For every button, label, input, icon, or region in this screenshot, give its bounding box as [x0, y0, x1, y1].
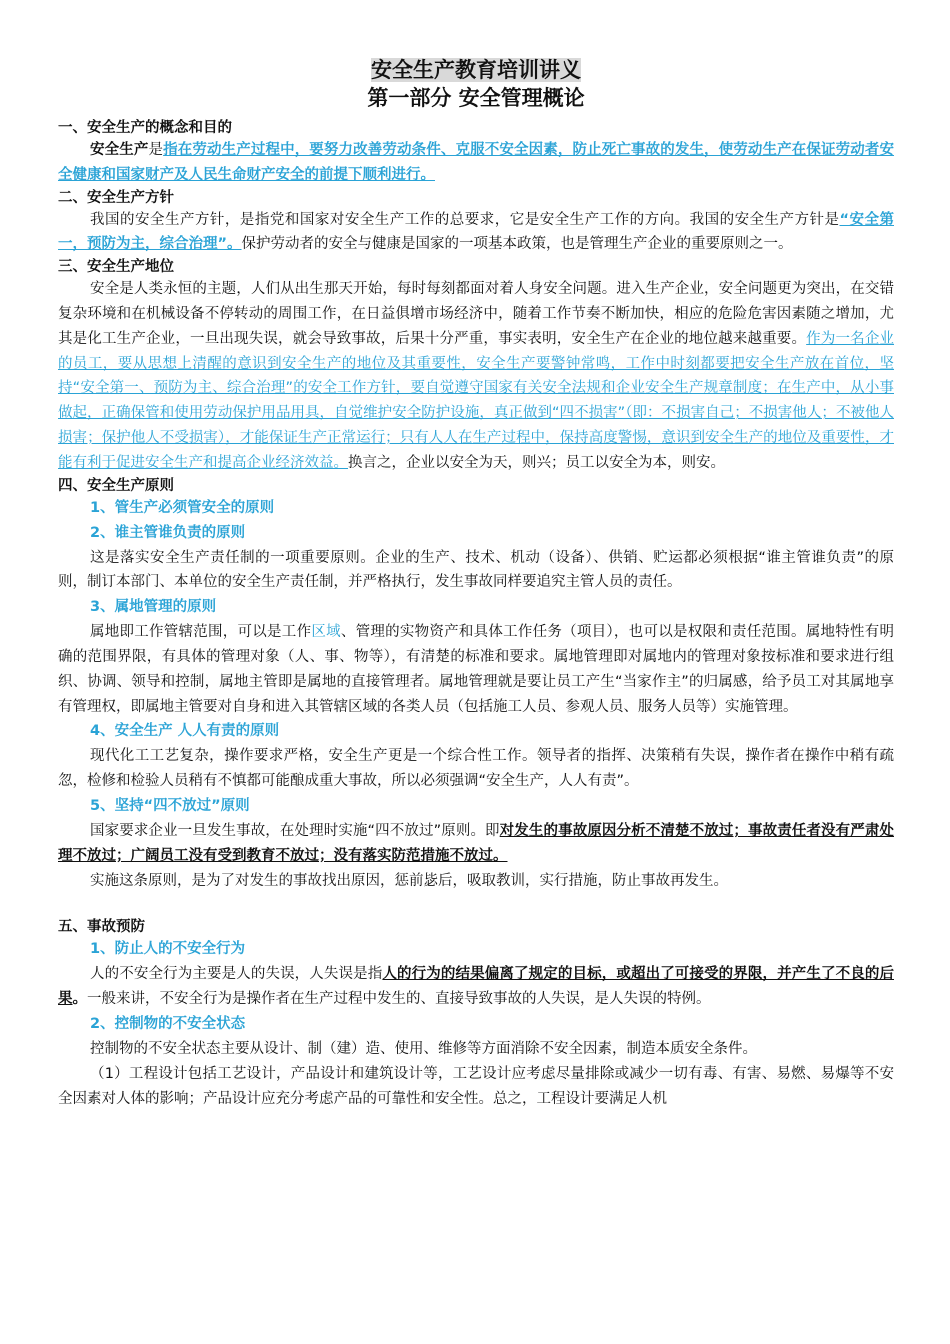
section-4-sub-3: 3、属地管理的原则: [90, 599, 217, 616]
section-4-sub-2: 2、谁主管谁负责的原则: [90, 524, 246, 541]
section-4-heading: 四、安全生产原则: [58, 477, 174, 494]
section-2-paragraph: 我国的安全生产方针，是指党和国家对安全生产工作的总要求，它是安全生产工作的方向。我国的安全生产方针是“安全第一，预防为主，综合治理”。保护劳动者的安全与健康是国家的一项基本政策，也是管理生产企业的重要原则之一。: [58, 211, 894, 253]
section-2-heading: 二、安全生产方针: [58, 189, 174, 206]
section-1-paragraph: 安全生产是指在劳动生产过程中，要努力改善劳动条件、克服不安全因素，防止死亡事故的发生，使劳动生产在保证劳动者安全健康和国家财产及人民生命财产安全的前提下顺利进行。: [58, 142, 895, 183]
section-5-paragraph-3: （1）工程设计包括工艺设计，产品设计和建筑设计等，工艺设计应考虑尽量排除或减少一切有毒、有害、易燃、易爆等不安全因素对人体的影响；产品设计应充分考虑产品的可靠性和安全性。总之，工程设计要满足人机: [58, 1065, 894, 1107]
section-5-heading: 五、事故预防: [58, 919, 145, 936]
section-1-heading: 一、安全生产的概念和目的: [58, 120, 232, 136]
section-5-sub-1: 1、防止人的不安全行为: [90, 941, 246, 958]
section-4-sub-4: 4、安全生产 人人有责的原则: [90, 723, 280, 740]
section-4-sub-1: 1、管生产必须管安全的原则: [90, 499, 275, 516]
document-title: 安全生产教育培训讲义: [371, 58, 581, 82]
section-4-paragraph-3: 属地即工作管辖范围，可以是工作区域、管理的实物资产和具体工作任务（项目），也可以是权限和责任范围。属地特性有明确的范围界限，有具体的管理对象（人、事、物等），有清楚的标准和要求。属地管理即对属地内的管理对象按标准和要求进行组织、协调、领导和控制，属地主管即是属地的直接管理者。属地管理就是要让员工产生“当家作主”的归属感，给予员工对其属地享有管理权，即属地主管要对自身和进入其管辖区域的各类人员（包括施工人员、参观人员、服务人员等）实施管理。: [58, 624, 895, 715]
document-page: [58, 56, 894, 1111]
section-3-heading: 三、安全生产地位: [58, 259, 174, 276]
section-gap: [58, 893, 894, 917]
section-3-paragraph: 安全是人类永恒的主题，人们从出生那天开始，每时每刻都面对着人身安全问题。进入生产企业，安全问题更为突出，在交错复杂环境和在机械设备不停转动的周围工作，在日益俱增市场经济中，随着工作节奏不断加快，相应的危险危害因素随之增加，尤其是化工生产企业，一旦出现失误，就会导致事故，后果十分严重，事实表明，安全生产在企业的地位越来越重要。作为一名企业的员工，要从思想上清醒的意识到安全生产的地位及其重要性，安全生产要警钟常鸣，工作中时刻都要把安全生产放在首位，坚持“安全第一、预防为主、综合治理”的安全工作方针，要自觉遵守国家有关安全法规和企业安全生产规章制度；在生产中，从小事做起，正确保管和使用劳动保护用品用具，自觉维护安全防护设施，真正做到“四不损害”（即：不损害自己；不损害他人；不被他人损害；保护他人不受损害），才能保证生产正常运行；只有人人在生产过程中，保持高度警惕，意识到安全生产的地位及重要性，才能有利于促进安全生产和提高企业经济效益。换言之，企业以安全为天，则兴；员工以安全为本，则安。: [58, 281, 895, 471]
section-4-paragraph-5: 国家要求企业一旦发生事故，在处理时实施“四不放过”原则。即对发生的事故原因分析不清楚不放过；事故责任者没有严肃处理不放过；广阔员工没有受到教育不放过；没有落实防范措施不放过。: [58, 822, 894, 864]
section-5-sub-2: 2、控制物的不安全状态: [90, 1015, 246, 1032]
section-4-paragraph-4: 现代化工工艺复杂，操作要求严格，安全生产更是一个综合性工作。领导者的指挥、决策稍有失误，操作者在操作中稍有疏忽，检修和检验人员稍有不慎都可能酿成重大事故，所以必须强调“安全生产，人人有责”。: [58, 748, 894, 790]
section-4-paragraph-6: 实施这条原则，是为了对发生的事故找出原因，惩前毖后，吸取教训，实行措施，防止事故再发生。: [90, 872, 728, 889]
document-subtitle: 第一部分 安全管理概论: [367, 86, 585, 110]
section-4-paragraph-2: 这是落实安全生产责任制的一项重要原则。企业的生产、技术、机动（设备）、供销、贮运都必须根据“谁主管谁负责”的原则，制订本部门、本单位的安全生产责任制，并严格执行，发生事故同样要追究主管人员的责任。: [58, 549, 894, 591]
section-5-paragraph-2: 控制物的不安全状态主要从设计、制（建）造、使用、维修等方面消除不安全因素，制造本质安全条件。: [90, 1040, 757, 1057]
section-5-paragraph-1: 人的不安全行为主要是人的失误，人失误是指人的行为的结果偏离了规定的目标，或超出了可接受的界限，并产生了不良的后果。一般来讲，不安全行为是操作者在生产过程中发生的、直接导致事故的人失误，是人失误的特例。: [58, 966, 894, 1008]
section-4-sub-5: 5、坚持“四不放过”原则: [90, 797, 250, 814]
